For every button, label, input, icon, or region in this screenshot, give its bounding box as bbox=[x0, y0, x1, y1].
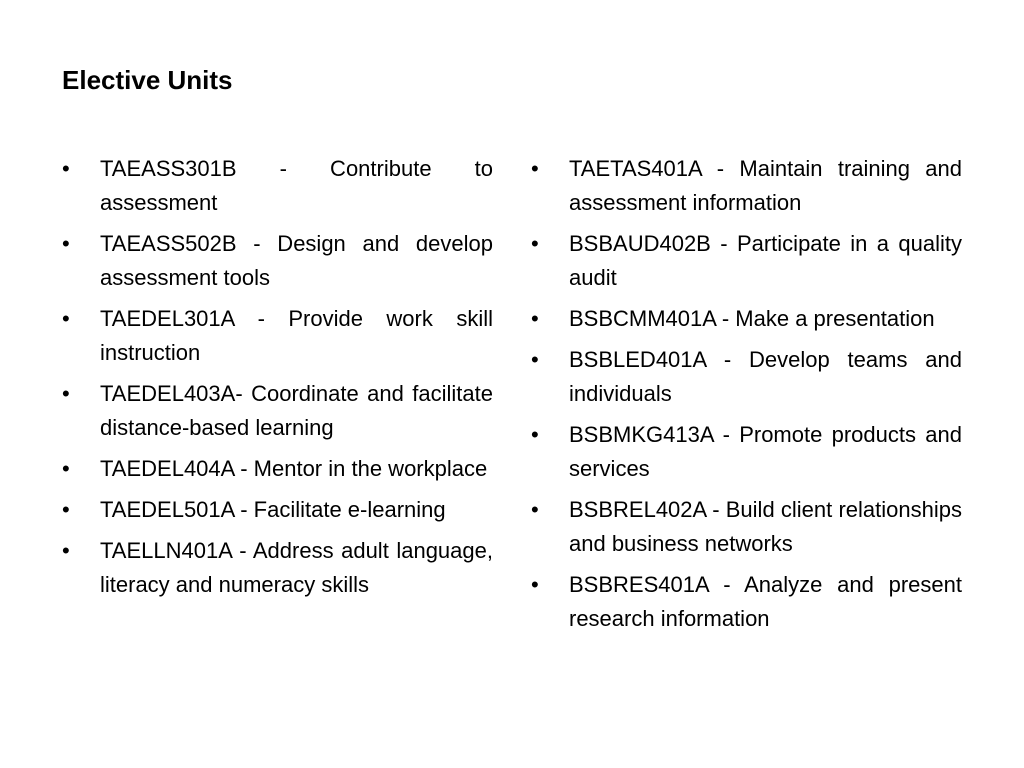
list-item bbox=[531, 568, 962, 636]
bullet-icon: • bbox=[531, 572, 539, 597]
bullet-icon: • bbox=[531, 497, 539, 522]
list-item bbox=[62, 227, 493, 295]
list-item bbox=[62, 377, 493, 445]
list-item bbox=[531, 302, 962, 336]
right-bullet-list bbox=[531, 152, 962, 643]
list-item bbox=[531, 343, 962, 411]
list-item-text: TAEDEL501A - Facilitate e-learning bbox=[100, 497, 446, 522]
list-item bbox=[62, 452, 493, 486]
bullet-icon: • bbox=[62, 156, 70, 181]
list-item-text: TAETAS401A - Maintain training and assessment information bbox=[569, 156, 962, 215]
list-item-text: BSBREL402A - Build client relationships and business networks bbox=[569, 497, 962, 556]
list-item-text: BSBAUD402B - Participate in a quality audit bbox=[569, 231, 962, 290]
list-item bbox=[62, 152, 493, 220]
list-item bbox=[62, 302, 493, 370]
list-item-text: TAEDEL404A - Mentor in the workplace bbox=[100, 456, 488, 481]
bullet-icon: • bbox=[531, 347, 539, 372]
list-item bbox=[62, 534, 493, 602]
list-item-text: BSBMKG413A - Promote products and services bbox=[569, 422, 962, 481]
list-item bbox=[531, 152, 962, 220]
list-item-text: TAEASS301B - Contribute to assessment bbox=[100, 156, 493, 215]
list-item bbox=[531, 493, 962, 561]
bullet-icon: • bbox=[531, 231, 539, 256]
bullet-icon: • bbox=[62, 497, 70, 522]
bullet-icon: • bbox=[531, 306, 539, 331]
list-item-text: TAEDEL403A- Coordinate and facilitate distance-based learning bbox=[100, 381, 493, 440]
list-item bbox=[531, 227, 962, 295]
bullet-icon: • bbox=[62, 306, 70, 331]
left-bullet-list bbox=[62, 152, 493, 609]
bullet-icon: • bbox=[62, 381, 70, 406]
list-item-text: BSBRES401A - Analyze and present research information bbox=[569, 572, 962, 631]
bullet-icon: • bbox=[62, 538, 70, 563]
list-item-text: BSBCMM401A - Make a presentation bbox=[569, 306, 935, 331]
bullet-icon: • bbox=[62, 231, 70, 256]
list-item-text: TAEASS502B - Design and develop assessment tools bbox=[100, 231, 493, 290]
bullet-icon: • bbox=[531, 422, 539, 447]
slide-title: Elective Units bbox=[62, 65, 233, 95]
bullet-icon: • bbox=[62, 456, 70, 481]
bullet-icon: • bbox=[531, 156, 539, 181]
list-item-text: TAEDEL301A - Provide work skill instruction bbox=[100, 306, 493, 365]
list-item bbox=[531, 418, 962, 486]
list-item-text: TAELLN401A - Address adult language, literacy and numeracy skills bbox=[100, 538, 493, 597]
list-item-text: BSBLED401A - Develop teams and individuals bbox=[569, 347, 962, 406]
list-item bbox=[62, 493, 493, 527]
